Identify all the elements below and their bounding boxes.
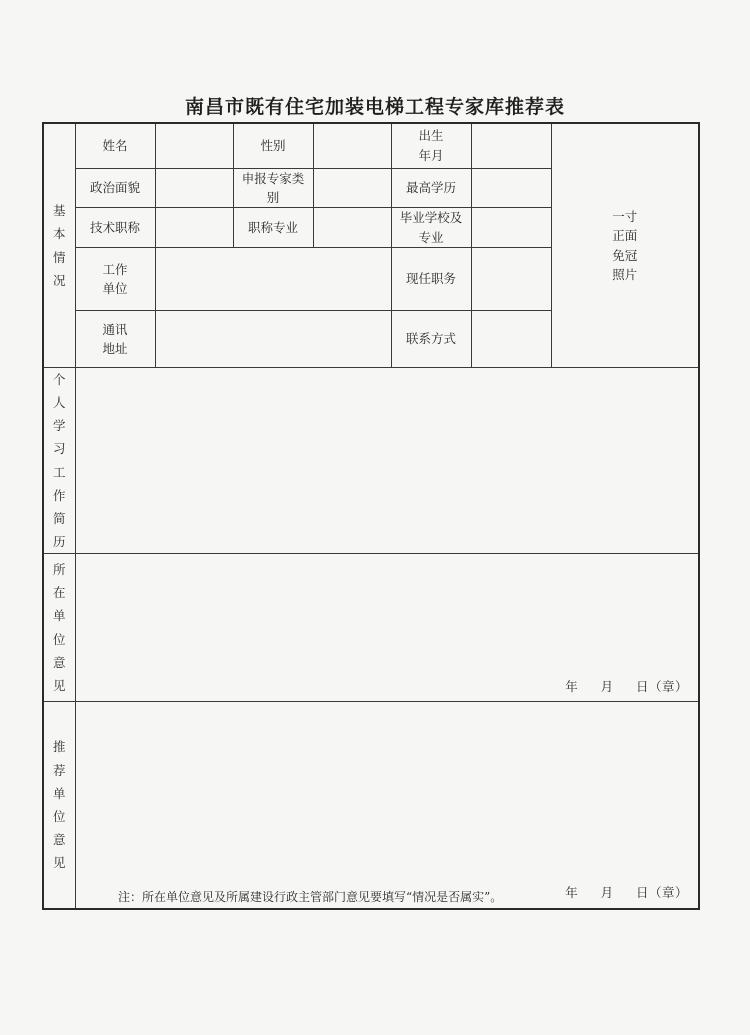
- resume-field[interactable]: [75, 368, 699, 554]
- employer-opinion-field[interactable]: [75, 554, 699, 702]
- expert-category-label: 申报专家类 别: [233, 168, 313, 208]
- recommendation-form-table: [42, 122, 700, 910]
- resume-label: 个人学习工作简历: [53, 372, 66, 549]
- political-status-field[interactable]: [155, 168, 233, 208]
- current-position-field[interactable]: [471, 248, 551, 311]
- gender-label: 性别: [233, 123, 313, 168]
- education-field[interactable]: [471, 168, 551, 208]
- political-status-label: 政治面貌: [75, 168, 155, 208]
- recommender-opinion-label: 推荐单位意见: [53, 739, 66, 870]
- birth-field[interactable]: [471, 123, 551, 168]
- name-label: 姓名: [75, 123, 155, 168]
- basic-info-label: 基本情况: [53, 203, 66, 288]
- employer-date-stamp: 年 月 日（章）: [565, 678, 688, 694]
- current-position-label: 现任职务: [391, 248, 471, 311]
- recommender-opinion-field[interactable]: [75, 702, 699, 909]
- expert-category-field[interactable]: [313, 168, 391, 208]
- footnote: 注：所在单位意见及所属建设行政主管部门意见要填写“情况是否属实”。: [118, 890, 503, 904]
- education-label: 最高学历: [391, 168, 471, 208]
- employer-opinion-section-label: [43, 554, 75, 702]
- contact-label: 联系方式: [391, 311, 471, 368]
- tech-title-field[interactable]: [155, 208, 233, 248]
- resume-section-label: [43, 368, 75, 554]
- school-major-label: 毕业学校及 专业: [391, 208, 471, 248]
- recommender-date-stamp: 年 月 日（章）: [565, 885, 688, 901]
- basic-info-section-label: [43, 123, 75, 368]
- title-specialty-field[interactable]: [313, 208, 391, 248]
- page-title: 南昌市既有住宅加装电梯工程专家库推荐表: [184, 96, 565, 118]
- title-specialty-label: 职称专业: [233, 208, 313, 248]
- name-field[interactable]: [155, 123, 233, 168]
- recommender-opinion-section-label: [43, 702, 75, 909]
- work-unit-label: 工作 单位: [75, 248, 155, 311]
- address-label: 通讯 地址: [75, 311, 155, 368]
- school-major-field[interactable]: [471, 208, 551, 248]
- work-unit-field[interactable]: [155, 248, 391, 311]
- birth-label: 出生 年月: [391, 123, 471, 168]
- contact-field[interactable]: [471, 311, 551, 368]
- address-field[interactable]: [155, 311, 391, 368]
- gender-field[interactable]: [313, 123, 391, 168]
- tech-title-label: 技术职称: [75, 208, 155, 248]
- photo-placeholder[interactable]: 一寸 正面 免冠 照片: [551, 123, 699, 368]
- employer-opinion-label: 所在单位意见: [53, 562, 66, 693]
